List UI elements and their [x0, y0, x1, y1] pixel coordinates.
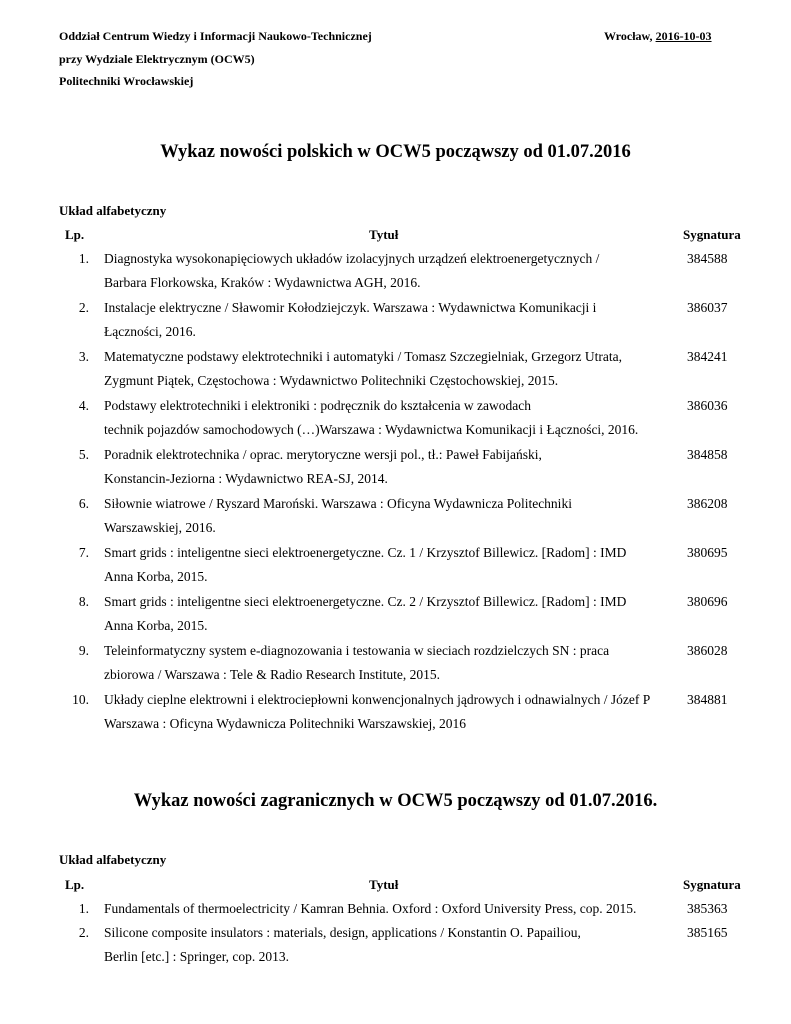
item-title-line1: Silicone composite insulators : materials, design, applications / Konstantin O. Papailiou,: [104, 925, 581, 940]
institution-faculty: przy Wydziale Elektrycznym (OCW5): [59, 52, 255, 66]
item-number: 8.: [78, 594, 89, 609]
column-signature-polish: Sygnatura: [683, 227, 741, 242]
sort-label-foreign: Układ alfabetyczny: [59, 852, 167, 867]
item-number: 10.: [72, 692, 89, 707]
item-title-line2: Anna Korba, 2015.: [104, 618, 208, 633]
section-title-foreign: Wykaz nowości zagranicznych w OCW5 począwszy od 01.07.2016.: [133, 791, 658, 811]
item-title-line1: Podstawy elektrotechniki i elektroniki : podręcznik do kształcenia w zawodach: [104, 398, 531, 413]
item-title-line2: Zygmunt Piątek, Częstochowa : Wydawnictwo Politechniki Częstochowskiej, 2015.: [104, 373, 559, 388]
item-title-line1: Instalacje elektryczne / Sławomir Kołodziejczyk. Warszawa : Wydawnictwa Komunikacji i: [104, 300, 597, 315]
item-number: 5.: [78, 447, 89, 462]
item-signature: 386037: [687, 300, 728, 315]
sort-label-polish: Układ alfabetyczny: [59, 203, 167, 218]
header-date: [604, 29, 712, 44]
header-city: Wrocław,: [604, 29, 653, 43]
item-signature: 380696: [687, 594, 728, 609]
institution-name: Oddział Centrum Wiedzy i Informacji Naukowo-Technicznej: [59, 29, 372, 43]
item-title-line1: Matematyczne podstawy elektrotechniki i automatyki / Tomasz Szczegielniak, Grzegorz Utrata,: [104, 349, 622, 364]
item-signature: 384881: [687, 692, 728, 707]
item-signature: 384241: [687, 349, 728, 364]
item-title-line1: Poradnik elektrotechnika / oprac. merytoryczne wersji pol., tł.: Paweł Fabijański,: [104, 447, 542, 462]
item-signature: 386208: [687, 496, 728, 511]
item-signature: 385363: [687, 901, 728, 916]
item-number: 9.: [78, 643, 89, 658]
item-signature: 385165: [687, 925, 728, 940]
item-number: 1.: [78, 901, 89, 916]
item-number: 2.: [78, 300, 89, 315]
item-signature: 380695: [687, 545, 728, 560]
item-number: 2.: [78, 925, 89, 940]
item-number: 7.: [78, 545, 89, 560]
item-title-line2: Warszawskiej, 2016.: [104, 520, 216, 535]
column-lp-polish: Lp.: [65, 227, 85, 242]
section-title-polish: Wykaz nowości polskich w OCW5 począwszy od 01.07.2016: [160, 142, 631, 162]
item-title-line2: Barbara Florkowska, Kraków : Wydawnictwa AGH, 2016.: [104, 275, 421, 290]
header-date-value: 2016-10-03: [655, 29, 712, 43]
column-title-polish: Tytuł: [369, 227, 399, 242]
item-title-line2: zbiorowa / Warszawa : Tele & Radio Research Institute, 2015.: [104, 667, 440, 682]
item-signature: 384858: [687, 447, 728, 462]
item-signature: 384588: [687, 251, 728, 266]
item-title-line2: Warszawa : Oficyna Wydawnicza Politechniki Warszawskiej, 2016: [104, 716, 467, 731]
item-title-line1: Smart grids : inteligentne sieci elektroenergetyczne. Cz. 2 / Krzysztof Billewicz. [Radom] : IMD: [104, 594, 627, 609]
column-signature-foreign: Sygnatura: [683, 877, 741, 892]
item-title-line2: Berlin [etc.] : Springer, cop. 2013.: [104, 949, 290, 964]
item-title-line2: technik pojazdów samochodowych (…)Warszawa : Wydawnictwa Komunikacji i Łączności, 2016.: [104, 422, 639, 437]
item-number: 4.: [78, 398, 89, 413]
item-title-line1: Diagnostyka wysokonapięciowych układów izolacyjnych urządzeń elektroenergetycznych /: [104, 251, 600, 266]
item-title-line1: Smart grids : inteligentne sieci elektroenergetyczne. Cz. 1 / Krzysztof Billewicz. [Radom] : IMD: [104, 545, 627, 560]
item-title-line2: Anna Korba, 2015.: [104, 569, 208, 584]
item-title-line1: Układy cieplne elektrowni i elektrociepłowni konwencjonalnych jądrowych i odnawialnych / Józef P: [104, 692, 651, 707]
item-signature: 386028: [687, 643, 728, 658]
item-signature: 386036: [687, 398, 728, 413]
column-title-foreign: Tytuł: [369, 877, 399, 892]
item-title-line1: Fundamentals of thermoelectricity / Kamran Behnia. Oxford : Oxford University Press, cop. 2015.: [104, 901, 637, 916]
institution-university: Politechniki Wrocławskiej: [59, 74, 194, 88]
item-title-line2: Łączności, 2016.: [104, 324, 196, 339]
item-number: 3.: [78, 349, 89, 364]
item-title-line1: Teleinformatyczny system e-diagnozowania i testowania w sieciach rozdzielczych SN : praca: [104, 643, 610, 658]
item-title-line2: Konstancin-Jeziorna : Wydawnictwo REA-SJ, 2014.: [104, 471, 388, 486]
item-title-line1: Siłownie wiatrowe / Ryszard Maroński. Warszawa : Oficyna Wydawnicza Politechniki: [104, 496, 572, 511]
column-lp-foreign: Lp.: [65, 877, 85, 892]
item-number: 1.: [78, 251, 89, 266]
item-number: 6.: [78, 496, 89, 511]
